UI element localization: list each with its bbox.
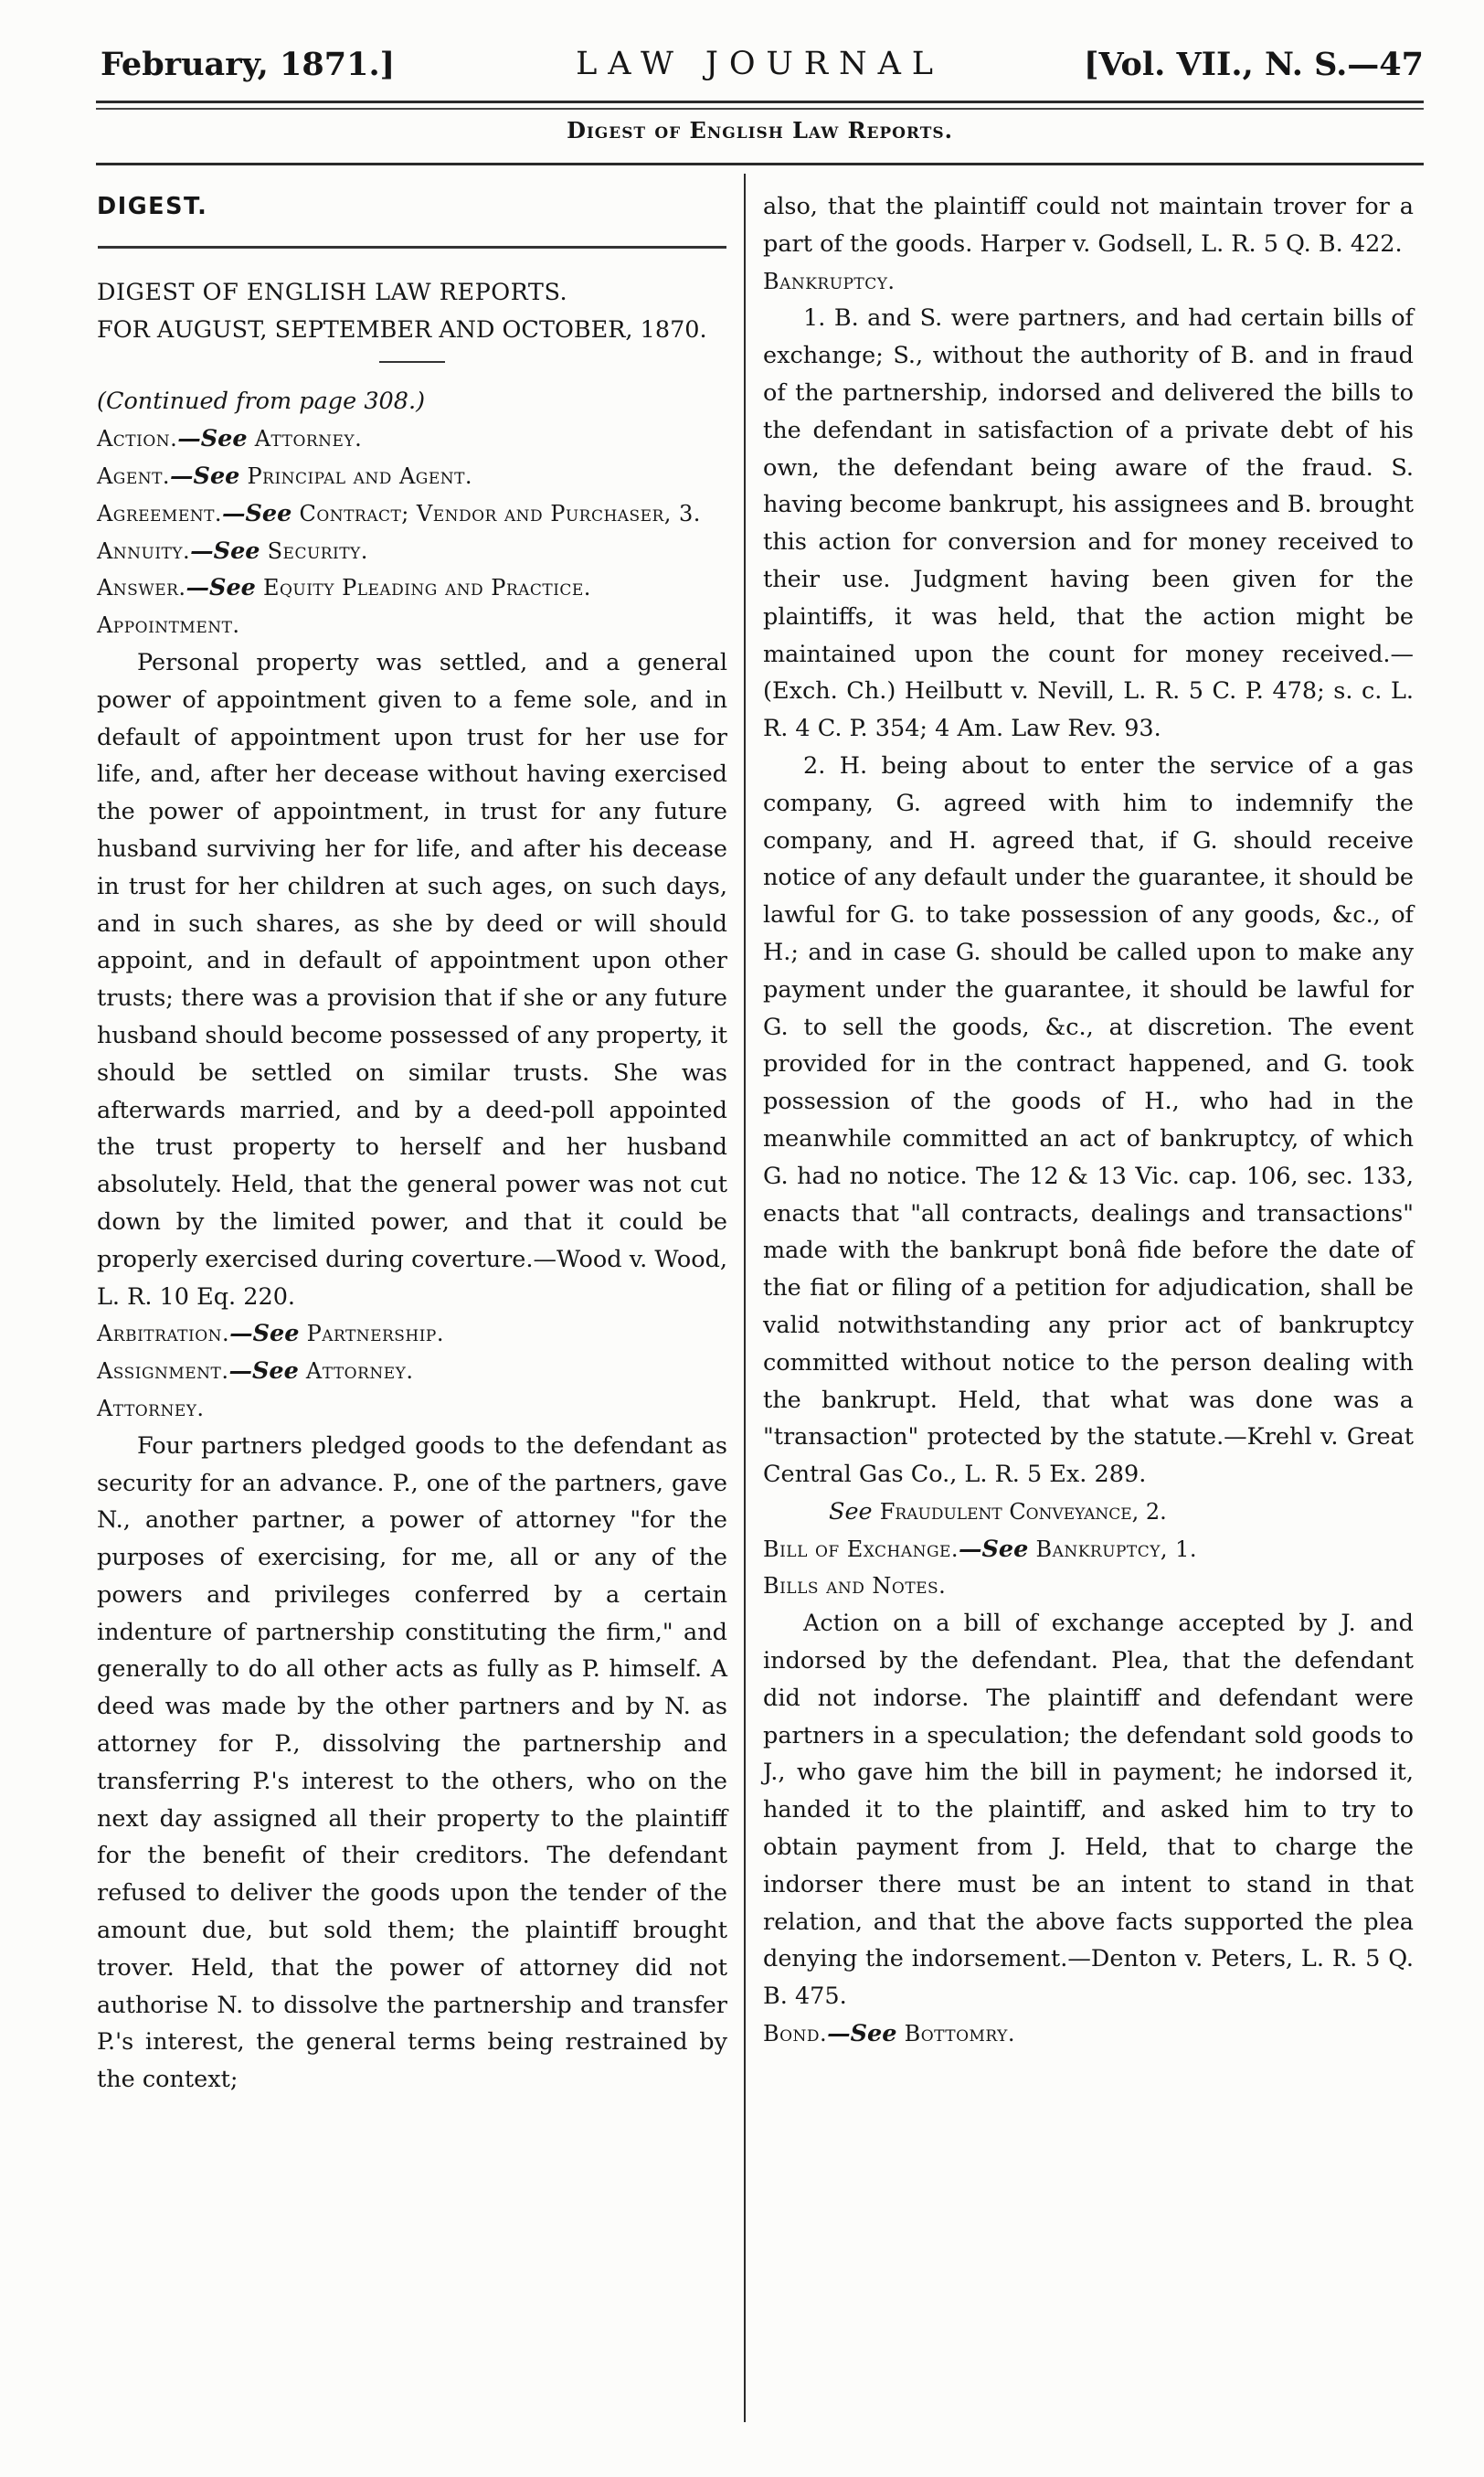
- digest-title: DIGEST.: [97, 193, 208, 220]
- title-short-rule: [379, 361, 445, 363]
- appointment-paragraph: Personal property was settled, and a general power of appointment given to a feme sole, and in default of appointment upon trust for her use for life, and, after her decease without having exercised the power of appointment, in trust for any future husband surviving her for life, and after his decease in trust for her children at such ages, on such days, and in such shares, as she by deed or will should appoint, and in default of appointment upon other trusts; there was a provision that if she or any future husband should become possessed of any property, it should be settled on similar trusts. She was afterwards married, and by a deed-poll appointed the trust property to herself and her husband absolutely. Held, that the general power was not cut down by the limited power, and that it could be properly exercised during coverture.—Wood v. Wood, L. R. 10 Eq. 220.: [97, 648, 727, 1311]
- entry-bill-of-exchange: Bill of Exchange.—See Bankruptcy, 1.: [763, 1535, 1197, 1563]
- entry-agent: Agent.—See Principal and Agent.: [97, 462, 473, 490]
- header-rule-double: [96, 108, 1424, 110]
- column-divider: [744, 174, 746, 2422]
- continued-note: (Continued from page 308.): [97, 388, 426, 416]
- volume-page-number: [Vol. VII., N. S.—47: [1083, 46, 1424, 83]
- main-title: DIGEST OF ENGLISH LAW REPORTS.: [97, 278, 568, 306]
- entry-arbitration: Arbitration.—See Partnership.: [97, 1320, 444, 1348]
- heading-attorney: Attorney.: [97, 1395, 205, 1421]
- heading-bills-and-notes: Bills and Notes.: [763, 1573, 947, 1600]
- bankruptcy-paragraph-1: 1. B. and S. were partners, and had certain bills of exchange; S., without the authority of B. and in fraud of the partnership, indorsed and delivered the bills to the defendant in satisfaction of a private debt of his own, the defendant being aware of the fraud. S. having become bankrupt, his assignees and B. brought this action for conversion and for money received to their use. Judgment having been given for the plaintiffs, it was held, that the action might be maintained upon the count for money received.—(Exch. Ch.) Heilbutt v. Nevill, L. R. 5 C. P. 478; s. c. L. R. 4 C. P. 354; 4 Am. Law Rev. 93.: [763, 304, 1414, 743]
- entry-agreement: Agreement.—See Contract; Vendor and Purchaser, 3.: [97, 499, 701, 527]
- header-rule-top: [96, 101, 1424, 103]
- section-rule: [96, 163, 1424, 165]
- journal-title: LAW JOURNAL: [576, 46, 944, 82]
- digest-title-rule: [98, 246, 726, 249]
- running-head-date: February, 1871.]: [101, 46, 396, 83]
- sub-title: FOR AUGUST, SEPTEMBER AND OCTOBER, 1870.: [97, 315, 707, 344]
- section-head: Digest of English Law Reports.: [567, 117, 953, 144]
- entry-bond: Bond.—See Bottomry.: [763, 2020, 1015, 2048]
- entry-assignment: Assignment.—See Attorney.: [97, 1357, 414, 1386]
- left-column: [97, 188, 727, 2413]
- entry-annuity: Annuity.—See Security.: [97, 537, 368, 565]
- bankruptcy-paragraph-2: 2. H. being about to enter the service of a gas company, G. agreed with him to indemnify the company, and H. agreed that, if G. should receive notice of any default under the guarantee, it should be lawful for G. to take possession of any goods, &c., of H.; and in case G. should be called upon to make any payment under the guarantee, it should be lawful for G. to sell the goods, &c., at discretion. The event provided for in the contract happened, and G. took possession of the goods of H., who had in the meanwhile committed an act of bankruptcy, of which G. had no notice. The 12 & 13 Vic. cap. 106, sec. 133, enacts that "all contracts, dealings and transactions" made with the bankrupt bonâ fide before the date of the fiat or filing of a petition for adjudication, shall be valid notwithstanding any prior act of bankruptcy committed without notice to the person dealing with the bankrupt. Held, that what was done was a "transaction" protected by the statute.—Krehl v. Great Central Gas Co., L. R. 5 Ex. 289.: [763, 751, 1414, 1489]
- heading-bankruptcy: Bankruptcy.: [763, 268, 896, 294]
- attorney-paragraph-continued: also, that the plaintiff could not maintain trover for a part of the goods. Harper v. Godsell, L. R. 5 Q. B. 422.: [763, 193, 1414, 258]
- entry-answer: Answer.—See Equity Pleading and Practice.: [97, 574, 591, 602]
- right-column: [763, 188, 1414, 2413]
- bankruptcy-see-also: See Fraudulent Conveyance, 2.: [829, 1497, 1167, 1526]
- attorney-paragraph: Four partners pledged goods to the defendant as security for an advance. P., one of the partners, gave N., another partner, a power of attorney "for the purposes of exercising, for me, all or any of the powers and privileges conferred by a certain indenture of partnership constituting the firm," and generally to do all other acts as fully as P. himself. A deed was made by the other partners and by N. as attorney for P., dissolving the partnership and transferring P.'s interest to the others, who on the next day assigned all their property to the plaintiff for the benefit of their creditors. The defendant refused to deliver the goods upon the tender of the amount due, but sold them; the plaintiff brought trover. Held, that the power of attorney did not authorise N. to dissolve the partnership and transfer P.'s interest, the general terms being restrained by the context;: [97, 1431, 727, 2094]
- running-head: [96, 46, 1424, 91]
- entry-action: Action.—See Attorney.: [97, 425, 363, 453]
- bills-and-notes-paragraph: Action on a bill of exchange accepted by J. and indorsed by the defendant. Plea, that the defendant did not indorse. The plaintiff and defendant were partners in a speculation; the defendant sold goods to J., who gave him the bill in payment; he indorsed it, handed it to the plaintiff, and asked him to try to obtain payment from J. Held, that to charge the indorser there must be an intent to stand in that relation, and that the above facts supported the plea denying the indorsement.—Denton v. Peters, L. R. 5 Q. B. 475.: [763, 1610, 1414, 2011]
- heading-appointment: Appointment.: [97, 612, 240, 639]
